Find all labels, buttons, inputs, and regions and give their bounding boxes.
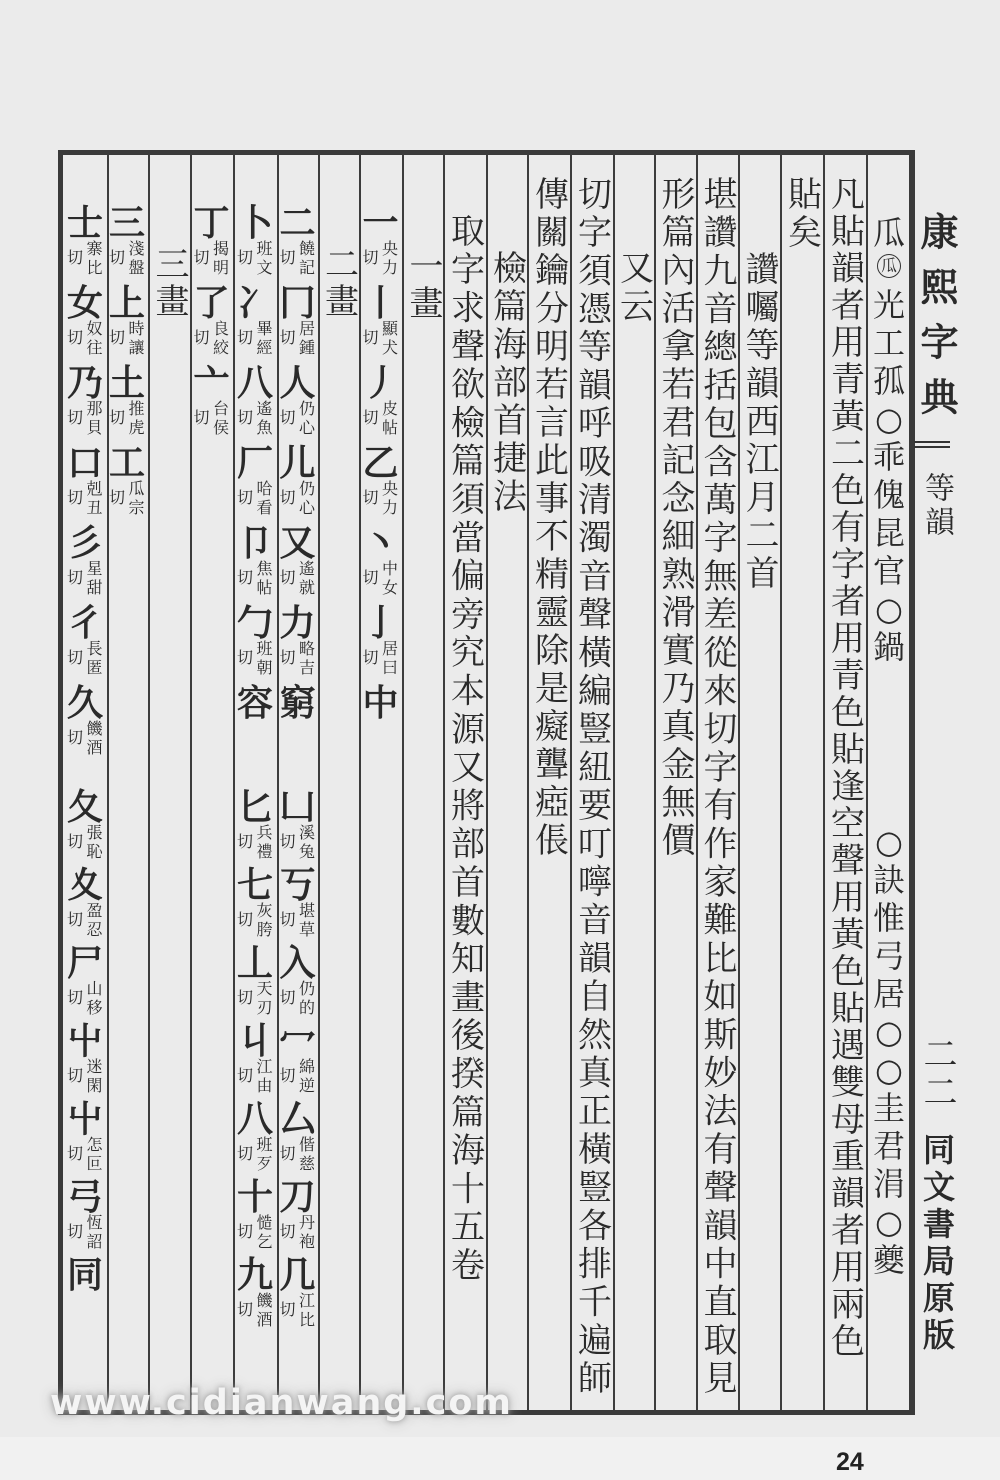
rhyme-char: 傀 [872, 476, 905, 514]
rhyme-char: 孤 [872, 362, 905, 400]
qie-marker: 切 [67, 988, 84, 1007]
radical-char: 土 [108, 362, 145, 404]
fanqie-reading: 饑酒 [84, 720, 103, 758]
qie-marker: 切 [67, 728, 84, 747]
qie-marker: 切 [67, 1222, 84, 1241]
rhyme-char: ○ [875, 590, 903, 628]
radical-char: 冖 [279, 1020, 316, 1062]
fanqie-reading: 中女 [379, 560, 399, 598]
fanqie-reading: 剋丑 [84, 480, 103, 518]
radical-char: 冂 [279, 282, 316, 324]
fanqie-reading: 瓜宗 [126, 480, 145, 518]
rhyme-segment [868, 823, 910, 1279]
radical-char: 彡 [66, 522, 103, 564]
header-rule [914, 441, 950, 443]
radical-char: 勹 [236, 602, 273, 644]
qie-marker: 切 [362, 568, 379, 587]
fanqie-reading: 焦帖 [254, 560, 273, 598]
qie-marker: 切 [362, 328, 379, 347]
rhyme-char: ○ [875, 823, 903, 861]
fanqie-reading: 盈忍 [84, 902, 103, 940]
fanqie-reading: 班歹 [254, 1136, 273, 1174]
rhyme-char: 訣 [872, 861, 905, 899]
radical-char: 丁 [193, 202, 230, 244]
qie-marker: 切 [109, 488, 126, 507]
heading-three-strokes: 三畫 [149, 246, 189, 320]
header-rule [914, 446, 950, 448]
fanqie-reading: 丹袍 [296, 1214, 316, 1252]
radical-column [106, 0, 148, 1480]
fanqie-reading: 奴往 [84, 320, 103, 358]
rhyme-char: ○ [875, 1051, 903, 1089]
fanqie-reading: 天刃 [254, 980, 273, 1018]
fanqie-reading: 遙魚 [254, 400, 273, 438]
qie-marker: 切 [67, 248, 84, 267]
fanqie-reading: 淺盤 [126, 240, 145, 278]
radical-char: 屮 [66, 1098, 103, 1140]
rhyme-char: 弓 [872, 937, 905, 975]
fanqie-reading: 兵禮 [254, 824, 273, 862]
radical-char: 冫 [236, 282, 273, 324]
fanqie-reading: 班朝 [254, 640, 273, 678]
qie-marker: 切 [193, 248, 210, 267]
radical-char: 丿 [362, 362, 399, 404]
qie-marker: 切 [279, 648, 296, 667]
radical-char: 亠 [193, 362, 230, 404]
radical-char: 亅 [362, 602, 399, 644]
qie-marker: 切 [237, 910, 254, 929]
radical-char: 乙 [362, 442, 399, 484]
qie-marker: 切 [279, 408, 296, 427]
radical-char: 二 [279, 202, 316, 244]
fanqie-reading: 怎叵 [84, 1136, 103, 1174]
radical-char: 七 [236, 864, 273, 906]
fanqie-reading: 仍心 [296, 400, 316, 438]
text-column: 檢篇海部首捷法 [486, 250, 527, 516]
qie-marker: 切 [237, 488, 254, 507]
column-divider [613, 154, 615, 1410]
text-column: 又云 [613, 250, 654, 326]
column-divider [148, 154, 150, 1410]
page-number: 24 [836, 1448, 864, 1476]
rhyme-segment [868, 214, 910, 666]
radical-char: 儿 [279, 442, 316, 484]
fanqie-reading: 恆詔 [84, 1214, 103, 1252]
radical-char: 女 [66, 282, 103, 324]
radical-char: 九 [236, 1254, 273, 1296]
qie-marker: 切 [193, 408, 210, 427]
fanqie-reading: 江比 [296, 1292, 316, 1330]
fanqie-reading: 略吉 [296, 640, 316, 678]
rhyme-char: 夔 [872, 1241, 905, 1279]
column-divider [402, 154, 404, 1410]
qie-marker: 切 [109, 248, 126, 267]
qie-marker: 切 [109, 328, 126, 347]
fanqie-reading: 居曰 [379, 640, 399, 678]
qie-marker: 切 [67, 1066, 84, 1085]
qie-marker: 切 [237, 1066, 254, 1085]
radical-char: 丄 [236, 942, 273, 984]
radical-char: 口 [66, 442, 103, 484]
fanqie-reading: 張恥 [84, 824, 103, 862]
text-column: 讚囑等韻西江月二首 [739, 251, 779, 593]
fanqie-reading: 皮帖 [379, 400, 399, 438]
rhyme-char: 鍋 [872, 628, 905, 666]
qie-marker: 切 [237, 408, 254, 427]
fanqie-reading: 揭明 [210, 240, 230, 278]
qie-marker: 切 [67, 568, 84, 587]
qie-marker: 切 [237, 328, 254, 347]
radical-char: 几 [279, 1254, 316, 1296]
radical-char: 夊 [66, 864, 103, 906]
qie-marker: 切 [362, 648, 379, 667]
rhyme-char: 乖 [872, 438, 905, 476]
radical-char: 入 [279, 942, 316, 984]
heading-one-stroke: 一畫 [403, 248, 443, 322]
qie-marker: 切 [279, 1300, 296, 1319]
qie-marker: 切 [237, 248, 254, 267]
fanqie-reading: 那貝 [84, 400, 103, 438]
publisher-mark: 同文書局原版 [918, 1133, 956, 1355]
radical-char: 丂 [279, 864, 316, 906]
radical-char: 彳 [66, 602, 103, 644]
fanqie-reading: 饑酒 [254, 1292, 273, 1330]
radical-char: 夂 [66, 786, 103, 828]
qie-marker: 切 [362, 248, 379, 267]
book-title: 康熙字典 [914, 212, 959, 432]
qie-marker: 切 [67, 488, 84, 507]
fanqie-reading: 星甜 [84, 560, 103, 598]
fanqie-reading: 班文 [254, 240, 273, 278]
rhyme-char: 居 [872, 975, 905, 1013]
fanqie-reading: 溪兔 [296, 824, 316, 862]
qie-marker: 切 [67, 648, 84, 667]
fanqie-reading: 綿逆 [296, 1058, 316, 1096]
qie-marker: 切 [279, 1066, 296, 1085]
radical-char: 厶 [279, 1098, 316, 1140]
fanqie-reading: 迷閑 [84, 1058, 103, 1096]
circled-char: 瓜 [877, 254, 901, 278]
rhyme-char: 君 [872, 1127, 905, 1165]
fanqie-reading: 饒記 [296, 240, 316, 278]
radical-char: 三 [108, 202, 145, 244]
qie-marker: 切 [67, 1144, 84, 1163]
qie-marker: 切 [237, 1300, 254, 1319]
radical-column [277, 0, 319, 1480]
qie-marker: 切 [237, 1222, 254, 1241]
fanqie-reading: 長匿 [84, 640, 103, 678]
radical-char: 上 [108, 282, 145, 324]
radical-char: 士 [66, 202, 103, 244]
text-column: 切字須憑等韻呼吸清濁音聲橫編豎紐要叮嚀音韻自然真正橫豎各排千遍師 [571, 176, 612, 1399]
rhyme-char: 瓜 [872, 214, 905, 252]
fanqie-reading: 灰胯 [254, 902, 273, 940]
section-name: 等韻 [919, 472, 954, 540]
rhyme-char: 涓 [872, 1165, 905, 1203]
fanqie-reading: 央力 [379, 240, 399, 278]
qie-marker: 切 [279, 1222, 296, 1241]
qie-marker: 切 [237, 1144, 254, 1163]
fanqie-reading: 偕慈 [296, 1136, 316, 1174]
text-column: 傳關鑰分明若言此事不精靈除是癡聾瘂倀 [528, 176, 569, 860]
radical-char: 八 [236, 1098, 273, 1140]
fanqie-reading: 山移 [84, 980, 103, 1018]
fanqie-reading: 遙就 [296, 560, 316, 598]
radical-char: 凵 [279, 786, 316, 828]
fanqie-reading: 慥乞 [254, 1214, 273, 1252]
radical-char: 工 [108, 442, 145, 484]
qie-marker: 切 [279, 488, 296, 507]
radical-char: 容 [236, 682, 273, 724]
rhyme-char: 工 [872, 324, 905, 362]
fanqie-reading: 堪草 [296, 902, 316, 940]
rhyme-char: 惟 [872, 899, 905, 937]
radical-char: 卩 [236, 522, 273, 564]
radical-char: 乃 [66, 362, 103, 404]
qie-marker: 切 [362, 488, 379, 507]
qie-marker: 切 [237, 988, 254, 1007]
qie-marker: 切 [67, 910, 84, 929]
rhyme-char: 光 [872, 286, 905, 324]
text-column: 堪讚九音總括包含萬字無差從來切字有作家難比如斯妙法有聲韻中直取見 [697, 176, 737, 1399]
text-column: 貼矣 [781, 176, 822, 252]
column-divider [780, 154, 782, 1410]
rhyme-char: 圭 [872, 1089, 905, 1127]
text-column: 取字求聲欲檢篇須當偏旁究本源又將部首數知畫後揆篇海十五卷 [444, 213, 485, 1286]
radical-char: 尸 [66, 942, 103, 984]
radical-column [64, 0, 106, 1480]
folio-number: 二二 [917, 1036, 957, 1112]
rhyme-char: ○ [875, 400, 903, 438]
fanqie-reading: 台侯 [210, 400, 230, 438]
qie-marker: 切 [279, 910, 296, 929]
text-column: 形篇內活拿若君記念細熟滑實乃真金無價 [655, 176, 695, 860]
fanqie-reading: 顯犬 [379, 320, 399, 358]
qie-marker: 切 [109, 408, 126, 427]
radical-char: 又 [279, 522, 316, 564]
radical-char: 中 [362, 682, 399, 724]
qie-marker: 切 [279, 832, 296, 851]
radical-char: 一 [362, 202, 399, 244]
qie-marker: 切 [362, 408, 379, 427]
qie-marker: 切 [279, 1144, 296, 1163]
rhyme-char: ○ [875, 1203, 903, 1241]
radical-column [360, 0, 402, 1480]
fanqie-reading: 仍的 [296, 980, 316, 1018]
radical-char: 厂 [236, 442, 273, 484]
radical-char: 同 [66, 1254, 103, 1296]
fanqie-reading: 哈看 [254, 480, 273, 518]
qie-marker: 切 [67, 832, 84, 851]
qie-marker: 切 [193, 328, 210, 347]
fanqie-reading: 江由 [254, 1058, 273, 1096]
fanqie-reading: 時讓 [126, 320, 145, 358]
qie-marker: 切 [279, 568, 296, 587]
radical-char: 八 [236, 362, 273, 404]
fanqie-reading: 良絞 [210, 320, 230, 358]
radical-char: 弓 [66, 1176, 103, 1218]
rhyme-char: 官 [872, 552, 905, 590]
qie-marker: 切 [237, 832, 254, 851]
radical-char: 丩 [236, 1020, 273, 1062]
radical-column [234, 0, 276, 1480]
qie-marker: 切 [67, 328, 84, 347]
radical-char: 久 [66, 682, 103, 724]
radical-char: 十 [236, 1176, 273, 1218]
fanqie-reading: 推虎 [126, 400, 145, 438]
qie-marker: 切 [237, 568, 254, 587]
radical-char: 了 [193, 282, 230, 324]
fanqie-reading: 畢經 [254, 320, 273, 358]
radical-char: 窮 [279, 682, 316, 724]
qie-marker: 切 [279, 248, 296, 267]
radical-char: 丨 [362, 282, 399, 324]
radical-char: 卜 [236, 202, 273, 244]
radical-char: 匕 [236, 786, 273, 828]
radical-column [191, 0, 233, 1480]
rhyme-char: ○ [875, 1013, 903, 1051]
qie-marker: 切 [279, 328, 296, 347]
fanqie-reading: 居鍾 [296, 320, 316, 358]
qie-marker: 切 [67, 408, 84, 427]
radical-char: 力 [279, 602, 316, 644]
rhyme-char: 昆 [872, 514, 905, 552]
fanqie-reading: 仍心 [296, 480, 316, 518]
radical-char: 刀 [279, 1176, 316, 1218]
fanqie-reading: 寨比 [84, 240, 103, 278]
qie-marker: 切 [279, 988, 296, 1007]
heading-two-strokes: 二畫 [318, 246, 359, 320]
radical-char: 丶 [362, 522, 399, 564]
fanqie-reading: 央力 [379, 480, 399, 518]
radical-char: 人 [279, 362, 316, 404]
watermark: www.cidianwang.com [50, 1383, 513, 1423]
radical-char: 屮 [66, 1020, 103, 1062]
text-column: 凡貼韻者用青黃二色有字者用青色貼逢空聲用黃色貼遇雙母重韻者用兩色 [824, 176, 865, 1360]
qie-marker: 切 [237, 648, 254, 667]
